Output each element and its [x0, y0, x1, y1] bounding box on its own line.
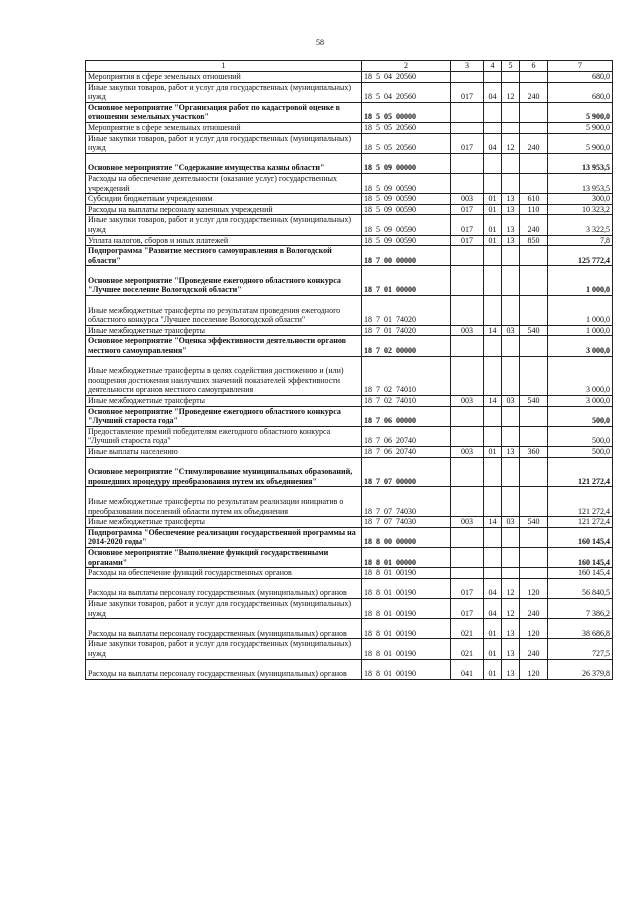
row-sum-cell: 160 145,4 — [548, 527, 613, 547]
row-type-cell: 540 — [520, 396, 548, 407]
table-row — [86, 447, 613, 458]
row-code-cell: 18 5 04 20560 — [362, 82, 451, 102]
row-section-cell — [484, 426, 502, 446]
row-name-cell: Основное мероприятие "Проведение ежегодного областного конкурса "Лучший староста года" — [86, 406, 362, 426]
row-section-cell: 01 — [484, 639, 502, 659]
row-code-cell: 18 5 09 00590 — [362, 173, 451, 193]
row-ministry-cell: 017 — [451, 133, 484, 153]
row-name-cell: Иные межбюджетные трансферты — [86, 325, 362, 336]
row-code-cell: 18 5 09 00000 — [362, 153, 451, 173]
row-section-cell — [484, 527, 502, 547]
table-row — [86, 296, 613, 326]
row-type-cell — [520, 457, 548, 487]
row-code-cell: 18 7 07 74030 — [362, 487, 451, 517]
row-ministry-cell — [451, 102, 484, 122]
row-code-cell: 18 7 02 00000 — [362, 336, 451, 356]
row-code-cell: 18 5 04 20560 — [362, 72, 451, 83]
row-section-cell — [484, 487, 502, 517]
row-type-cell — [520, 153, 548, 173]
row-subsection-cell: 13 — [502, 659, 520, 679]
row-sum-cell: 1 000,0 — [548, 296, 613, 326]
row-ministry-cell — [451, 336, 484, 356]
row-section-cell: 01 — [484, 194, 502, 205]
row-section-cell — [484, 406, 502, 426]
row-subsection-cell — [502, 246, 520, 266]
row-section-cell: 04 — [484, 82, 502, 102]
row-subsection-cell: 13 — [502, 639, 520, 659]
row-subsection-cell — [502, 296, 520, 326]
row-ministry-cell — [451, 266, 484, 296]
row-name-cell: Иные закупки товаров, работ и услуг для государственных (муниципальных) нужд — [86, 82, 362, 102]
row-code-cell: 18 7 06 20740 — [362, 447, 451, 458]
row-code-cell: 18 5 09 00590 — [362, 215, 451, 235]
row-type-cell — [520, 246, 548, 266]
table-row — [86, 598, 613, 618]
row-code-cell: 18 8 01 00190 — [362, 578, 451, 598]
row-subsection-cell — [502, 487, 520, 517]
row-sum-cell: 121 272,4 — [548, 487, 613, 517]
row-ministry-cell: 003 — [451, 325, 484, 336]
row-section-cell: 04 — [484, 133, 502, 153]
row-ministry-cell — [451, 547, 484, 567]
row-ministry-cell — [451, 246, 484, 266]
row-code-cell: 18 8 00 00000 — [362, 527, 451, 547]
table-row — [86, 356, 613, 395]
row-subsection-cell: 12 — [502, 82, 520, 102]
row-subsection-cell — [502, 72, 520, 83]
row-ministry-cell: 003 — [451, 517, 484, 528]
row-sum-cell: 125 772,4 — [548, 246, 613, 266]
row-section-cell — [484, 547, 502, 567]
row-type-cell — [520, 266, 548, 296]
row-ministry-cell — [451, 153, 484, 173]
row-name-cell: Основное мероприятие "Оценка эффективности деятельности органов местного самоуправления" — [86, 336, 362, 356]
table-row — [86, 266, 613, 296]
row-ministry-cell — [451, 173, 484, 193]
table-row — [86, 235, 613, 246]
row-section-cell — [484, 336, 502, 356]
row-ministry-cell: 041 — [451, 659, 484, 679]
table-row — [86, 246, 613, 266]
row-sum-cell: 13 953,5 — [548, 173, 613, 193]
row-type-cell: 240 — [520, 215, 548, 235]
row-subsection-cell — [502, 102, 520, 122]
row-code-cell: 18 5 05 20560 — [362, 133, 451, 153]
row-name-cell: Иные межбюджетные трансферты по результатам проведения ежегодного областного конкурса "Лучшее поселение Вологодской области" — [86, 296, 362, 326]
row-ministry-cell: 017 — [451, 82, 484, 102]
row-name-cell: Иные межбюджетные трансферты — [86, 396, 362, 407]
row-code-cell: 18 8 01 00190 — [362, 639, 451, 659]
row-sum-cell: 3 000,0 — [548, 356, 613, 395]
header-col-7: 7 — [548, 61, 613, 72]
row-section-cell — [484, 153, 502, 173]
row-sum-cell: 500,0 — [548, 406, 613, 426]
row-section-cell — [484, 246, 502, 266]
row-section-cell — [484, 122, 502, 133]
row-section-cell — [484, 173, 502, 193]
row-type-cell — [520, 406, 548, 426]
row-ministry-cell: 003 — [451, 194, 484, 205]
row-ministry-cell — [451, 426, 484, 446]
row-code-cell: 18 5 09 00590 — [362, 204, 451, 215]
table-row — [86, 619, 613, 639]
row-code-cell: 18 7 06 20740 — [362, 426, 451, 446]
row-name-cell: Расходы на выплаты персоналу государственных (муниципальных) органов — [86, 619, 362, 639]
row-subsection-cell — [502, 527, 520, 547]
row-section-cell — [484, 102, 502, 122]
row-type-cell — [520, 487, 548, 517]
row-name-cell: Иные межбюджетные трансферты по результатам реализации инициатив о преобразовании поселений области путем их объединения — [86, 487, 362, 517]
row-ministry-cell — [451, 457, 484, 487]
row-subsection-cell — [502, 266, 520, 296]
row-code-cell: 18 7 02 74010 — [362, 356, 451, 395]
row-sum-cell: 500,0 — [548, 447, 613, 458]
row-ministry-cell — [451, 356, 484, 395]
row-subsection-cell: 13 — [502, 619, 520, 639]
row-subsection-cell — [502, 568, 520, 579]
table-row — [86, 578, 613, 598]
table-row — [86, 487, 613, 517]
row-name-cell: Расходы на обеспечение функций государственных органов — [86, 568, 362, 579]
row-subsection-cell: 12 — [502, 133, 520, 153]
header-col-1: 1 — [86, 61, 362, 72]
row-code-cell: 18 7 06 00000 — [362, 406, 451, 426]
row-ministry-cell — [451, 527, 484, 547]
row-section-cell: 01 — [484, 659, 502, 679]
table-row — [86, 568, 613, 579]
row-name-cell: Иные закупки товаров, работ и услуг для государственных (муниципальных) нужд — [86, 639, 362, 659]
table-row — [86, 457, 613, 487]
row-type-cell: 360 — [520, 447, 548, 458]
row-section-cell — [484, 296, 502, 326]
row-ministry-cell — [451, 122, 484, 133]
row-name-cell: Основное мероприятие "Стимулирование муниципальных образований, прошедших процедуру преобразования путем их объединения" — [86, 457, 362, 487]
row-name-cell: Подпрограмма "Обеспечение реализации государственной программы на 2014-2020 годы" — [86, 527, 362, 547]
row-type-cell — [520, 296, 548, 326]
row-name-cell: Основное мероприятие "Содержание имущества казны области" — [86, 153, 362, 173]
row-type-cell: 240 — [520, 133, 548, 153]
row-type-cell: 240 — [520, 598, 548, 618]
row-name-cell: Основное мероприятие "Выполнение функций государственными органами" — [86, 547, 362, 567]
table-row — [86, 133, 613, 153]
row-section-cell: 04 — [484, 598, 502, 618]
row-ministry-cell: 021 — [451, 619, 484, 639]
row-type-cell — [520, 72, 548, 83]
row-sum-cell: 121 272,4 — [548, 517, 613, 528]
row-name-cell: Расходы на выплаты персоналу казенных учреждений — [86, 204, 362, 215]
row-code-cell: 18 5 09 00590 — [362, 194, 451, 205]
header-col-5: 5 — [502, 61, 520, 72]
table-row — [86, 547, 613, 567]
header-col-4: 4 — [484, 61, 502, 72]
row-section-cell: 14 — [484, 396, 502, 407]
header-col-6: 6 — [520, 61, 548, 72]
row-type-cell: 110 — [520, 204, 548, 215]
row-sum-cell: 3 000,0 — [548, 336, 613, 356]
row-subsection-cell: 13 — [502, 447, 520, 458]
row-sum-cell: 5 900,0 — [548, 133, 613, 153]
row-code-cell: 18 5 05 20560 — [362, 122, 451, 133]
row-sum-cell: 3 322,5 — [548, 215, 613, 235]
table-row — [86, 204, 613, 215]
table-row — [86, 527, 613, 547]
row-sum-cell: 13 953,5 — [548, 153, 613, 173]
row-code-cell: 18 7 00 00000 — [362, 246, 451, 266]
row-name-cell: Расходы на выплаты персоналу государственных (муниципальных) органов — [86, 578, 362, 598]
row-name-cell: Иные закупки товаров, работ и услуг для государственных (муниципальных) нужд — [86, 598, 362, 618]
table-row — [86, 122, 613, 133]
budget-table — [85, 60, 613, 680]
row-subsection-cell — [502, 406, 520, 426]
row-sum-cell: 7 386,2 — [548, 598, 613, 618]
row-code-cell: 18 8 01 00190 — [362, 598, 451, 618]
row-code-cell: 18 5 09 00590 — [362, 235, 451, 246]
row-type-cell — [520, 336, 548, 356]
table-row — [86, 639, 613, 659]
row-ministry-cell — [451, 568, 484, 579]
table-row — [86, 517, 613, 528]
row-sum-cell: 5 900,0 — [548, 102, 613, 122]
table-row — [86, 396, 613, 407]
table-row — [86, 72, 613, 83]
row-ministry-cell: 017 — [451, 235, 484, 246]
row-subsection-cell — [502, 122, 520, 133]
table-row — [86, 426, 613, 446]
row-section-cell: 14 — [484, 517, 502, 528]
row-subsection-cell: 12 — [502, 578, 520, 598]
row-type-cell: 240 — [520, 82, 548, 102]
row-subsection-cell — [502, 153, 520, 173]
row-section-cell — [484, 457, 502, 487]
table-row — [86, 173, 613, 193]
row-sum-cell: 1 000,0 — [548, 325, 613, 336]
row-section-cell: 04 — [484, 578, 502, 598]
row-type-cell — [520, 122, 548, 133]
row-section-cell — [484, 266, 502, 296]
row-sum-cell: 10 323,2 — [548, 204, 613, 215]
row-type-cell — [520, 547, 548, 567]
row-code-cell: 18 7 02 74010 — [362, 396, 451, 407]
row-section-cell: 14 — [484, 325, 502, 336]
row-name-cell: Иные межбюджетные трансферты в целях содействия достижению и (или) поощрения достижения наилучших значений показателей эффективности деятельности органов местного самоуправления — [86, 356, 362, 395]
row-type-cell: 120 — [520, 578, 548, 598]
row-name-cell: Субсидии бюджетным учреждениям — [86, 194, 362, 205]
row-name-cell: Иные закупки товаров, работ и услуг для государственных (муниципальных) нужд — [86, 133, 362, 153]
row-code-cell: 18 7 07 74030 — [362, 517, 451, 528]
row-sum-cell: 5 900,0 — [548, 122, 613, 133]
row-sum-cell: 160 145,4 — [548, 547, 613, 567]
row-ministry-cell: 003 — [451, 447, 484, 458]
row-ministry-cell: 017 — [451, 598, 484, 618]
table-row — [86, 406, 613, 426]
row-section-cell: 01 — [484, 215, 502, 235]
row-name-cell: Мероприятия в сфере земельных отношений — [86, 72, 362, 83]
table-header-row — [86, 61, 613, 72]
row-sum-cell: 56 840,5 — [548, 578, 613, 598]
row-section-cell — [484, 356, 502, 395]
row-type-cell: 610 — [520, 194, 548, 205]
row-subsection-cell — [502, 336, 520, 356]
row-name-cell: Мероприятие в сфере земельных отношений — [86, 122, 362, 133]
row-type-cell — [520, 527, 548, 547]
row-subsection-cell — [502, 426, 520, 446]
row-subsection-cell: 13 — [502, 235, 520, 246]
table-row — [86, 102, 613, 122]
row-ministry-cell — [451, 72, 484, 83]
row-subsection-cell — [502, 457, 520, 487]
row-code-cell: 18 8 01 00190 — [362, 619, 451, 639]
row-code-cell: 18 7 01 74020 — [362, 325, 451, 336]
row-subsection-cell: 13 — [502, 194, 520, 205]
row-sum-cell: 300,0 — [548, 194, 613, 205]
row-ministry-cell: 003 — [451, 396, 484, 407]
row-name-cell: Уплата налогов, сборов и иных платежей — [86, 235, 362, 246]
row-sum-cell: 7,8 — [548, 235, 613, 246]
row-sum-cell: 680,0 — [548, 72, 613, 83]
row-code-cell: 18 8 01 00190 — [362, 659, 451, 679]
table-row — [86, 336, 613, 356]
header-col-3: 3 — [451, 61, 484, 72]
row-code-cell: 18 8 01 00190 — [362, 568, 451, 579]
row-type-cell — [520, 173, 548, 193]
row-type-cell: 540 — [520, 517, 548, 528]
row-type-cell: 540 — [520, 325, 548, 336]
row-code-cell: 18 7 01 00000 — [362, 266, 451, 296]
row-subsection-cell: 03 — [502, 517, 520, 528]
row-ministry-cell — [451, 296, 484, 326]
row-sum-cell: 121 272,4 — [548, 457, 613, 487]
row-subsection-cell — [502, 173, 520, 193]
row-code-cell: 18 8 01 00000 — [362, 547, 451, 567]
row-type-cell — [520, 426, 548, 446]
row-type-cell: 120 — [520, 619, 548, 639]
row-ministry-cell: 017 — [451, 204, 484, 215]
row-section-cell — [484, 568, 502, 579]
row-subsection-cell: 13 — [502, 204, 520, 215]
row-section-cell: 01 — [484, 447, 502, 458]
row-sum-cell: 727,5 — [548, 639, 613, 659]
row-section-cell: 01 — [484, 204, 502, 215]
table-row — [86, 82, 613, 102]
row-code-cell: 18 7 01 74020 — [362, 296, 451, 326]
row-name-cell: Основное мероприятие "Проведение ежегодного областного конкурса "Лучшее поселение Вологодской области" — [86, 266, 362, 296]
row-name-cell: Предоставление премий победителям ежегодного областного конкурса "Лучший староста года" — [86, 426, 362, 446]
row-code-cell: 18 7 07 00000 — [362, 457, 451, 487]
table-row — [86, 215, 613, 235]
row-subsection-cell — [502, 547, 520, 567]
row-sum-cell: 500,0 — [548, 426, 613, 446]
row-name-cell: Расходы на выплаты персоналу государственных (муниципальных) органов — [86, 659, 362, 679]
row-subsection-cell: 03 — [502, 325, 520, 336]
table-row — [86, 325, 613, 336]
row-type-cell: 240 — [520, 639, 548, 659]
row-name-cell: Иные межбюджетные трансферты — [86, 517, 362, 528]
row-sum-cell: 38 686,8 — [548, 619, 613, 639]
row-name-cell: Иные выплаты населению — [86, 447, 362, 458]
row-section-cell — [484, 72, 502, 83]
row-ministry-cell: 017 — [451, 215, 484, 235]
row-type-cell — [520, 102, 548, 122]
row-subsection-cell: 12 — [502, 598, 520, 618]
header-col-2: 2 — [362, 61, 451, 72]
row-sum-cell: 1 000,0 — [548, 266, 613, 296]
row-ministry-cell — [451, 487, 484, 517]
row-sum-cell: 680,0 — [548, 82, 613, 102]
row-name-cell: Иные закупки товаров, работ и услуг для государственных (муниципальных) нужд — [86, 215, 362, 235]
row-ministry-cell — [451, 406, 484, 426]
row-sum-cell: 26 379,8 — [548, 659, 613, 679]
row-sum-cell: 3 000,0 — [548, 396, 613, 407]
table-row — [86, 659, 613, 679]
row-ministry-cell: 017 — [451, 578, 484, 598]
row-type-cell: 120 — [520, 659, 548, 679]
row-subsection-cell: 13 — [502, 215, 520, 235]
row-name-cell: Подпрограмма "Развитие местного самоуправления в Вологодской области" — [86, 246, 362, 266]
row-code-cell: 18 5 05 00000 — [362, 102, 451, 122]
row-section-cell: 01 — [484, 619, 502, 639]
page-number: 58 — [316, 38, 324, 47]
table-row — [86, 153, 613, 173]
row-sum-cell: 160 145,4 — [548, 568, 613, 579]
row-subsection-cell — [502, 356, 520, 395]
table-row — [86, 194, 613, 205]
row-name-cell: Основное мероприятие "Организация работ по кадастровой оценке в отношении земельных участков" — [86, 102, 362, 122]
row-type-cell — [520, 356, 548, 395]
row-ministry-cell: 021 — [451, 639, 484, 659]
row-type-cell: 850 — [520, 235, 548, 246]
row-section-cell: 01 — [484, 235, 502, 246]
row-subsection-cell: 03 — [502, 396, 520, 407]
row-type-cell — [520, 568, 548, 579]
row-name-cell: Расходы на обеспечение деятельности (оказание услуг) государственных учреждений — [86, 173, 362, 193]
